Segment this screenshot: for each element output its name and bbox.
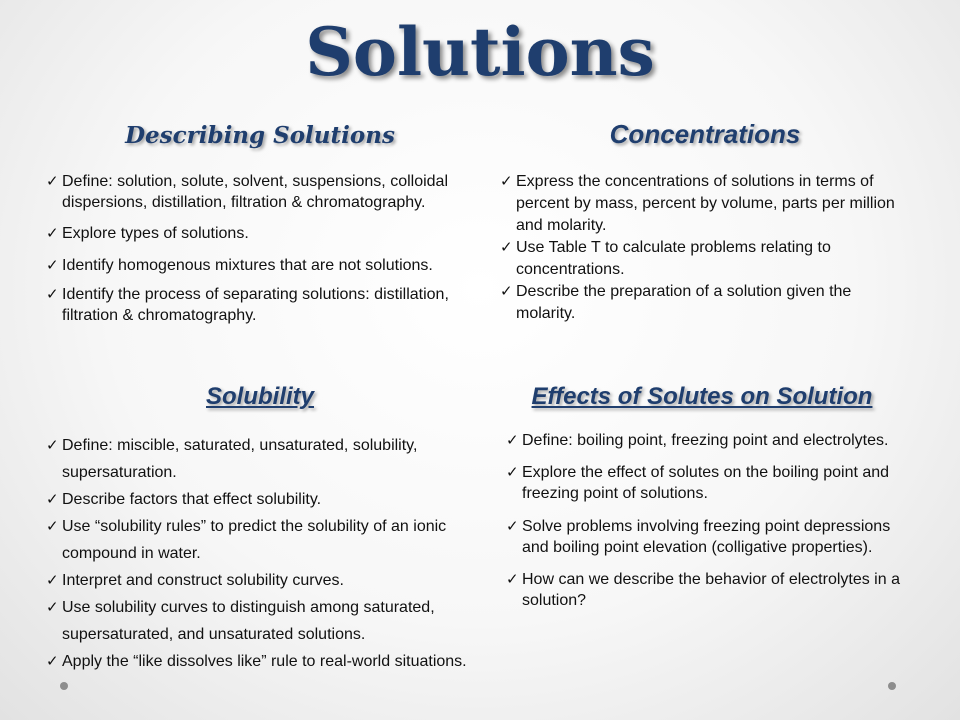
list-item: ✓ How can we describe the behavior of electrolytes in a solution? (506, 571, 900, 609)
list-item: ✓ Interpret and construct solubility curves. (46, 567, 474, 594)
check-icon: ✓ (46, 599, 59, 616)
check-icon: ✓ (46, 257, 59, 274)
slide-title: Solutions (305, 13, 655, 91)
heading-describing-solutions: Describing Solutions (125, 122, 395, 149)
slide-dot-left (60, 682, 68, 690)
list-item: ✓ Use Table T to calculate problems relating to concentrations. (500, 239, 831, 278)
check-icon: ✓ (500, 283, 513, 300)
list-concentrations (500, 171, 912, 325)
check-icon: ✓ (46, 225, 59, 242)
check-icon: ✓ (506, 464, 519, 481)
check-icon: ✓ (46, 491, 59, 508)
list-item: ✓ Use solubility curves to distinguish among saturated, supersaturated, and unsaturated solutions. (46, 594, 474, 648)
list-effects-of-solutes (506, 430, 916, 611)
check-icon: ✓ (506, 432, 519, 449)
list-item: ✓ Define: solution, solute, solvent, suspensions, colloidal dispersions, distillation, filtration & chromatography. (46, 173, 448, 211)
check-icon: ✓ (46, 173, 59, 190)
heading-solubility: Solubility (206, 383, 314, 410)
check-icon: ✓ (46, 653, 59, 670)
list-item: ✓ Describe the preparation of a solution given the molarity. (500, 283, 852, 322)
check-icon: ✓ (506, 518, 519, 535)
list-item: ✓ Explore the effect of solutes on the boiling point and freezing point of solutions. (506, 464, 890, 502)
list-item: ✓ Identify the process of separating solutions: distillation, filtration & chromatography. (46, 286, 449, 324)
list-item: ✓ Solve problems involving freezing point depressions and boiling point elevation (colligative properties). (506, 518, 891, 556)
list-item: ✓ Identify homogenous mixtures that are not solutions. (46, 257, 433, 274)
slide-dot-right (888, 682, 896, 690)
check-icon: ✓ (500, 173, 513, 190)
check-icon: ✓ (46, 572, 59, 589)
list-item: ✓ Apply the “like dissolves like” rule to real-world situations. (46, 648, 474, 675)
list-item: ✓ Define: miscible, saturated, unsaturated, solubility, supersaturation. (46, 432, 474, 486)
list-item: ✓ Explore types of solutions. (46, 225, 249, 242)
list-item: ✓ Express the concentrations of solutions in terms of percent by mass, percent by volume, parts per million and molarity. (500, 173, 895, 234)
list-item: ✓ Define: boiling point, freezing point and electrolytes. (506, 432, 889, 449)
heading-concentrations: Concentrations (609, 119, 801, 149)
check-icon: ✓ (500, 239, 513, 256)
check-icon: ✓ (506, 571, 519, 588)
list-describing-solutions (46, 171, 456, 326)
check-icon: ✓ (46, 437, 59, 454)
list-solubility (46, 432, 474, 675)
check-icon: ✓ (46, 518, 59, 535)
list-item: ✓ Describe factors that effect solubility. (46, 486, 474, 513)
check-icon: ✓ (46, 286, 59, 303)
heading-effects-of-solutes: Effects of Solutes on Solution (531, 383, 873, 410)
list-item: ✓ Use “solubility rules” to predict the solubility of an ionic compound in water. (46, 513, 474, 567)
